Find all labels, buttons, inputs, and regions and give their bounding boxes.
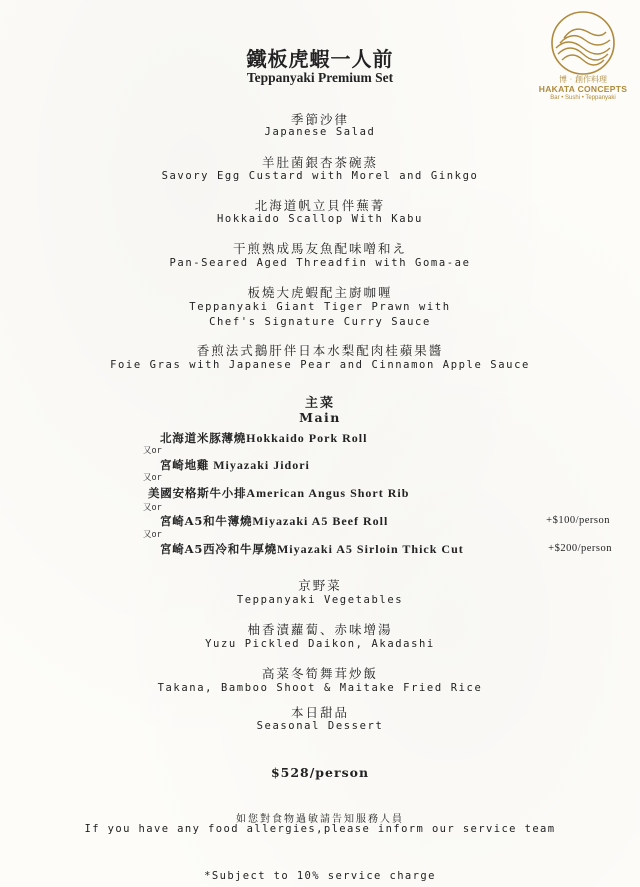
course-1-en: Japanese Salad [264, 126, 376, 138]
after-1-cn: 京野菜 [298, 578, 342, 593]
main-option-2 [160, 457, 310, 473]
course-2-en: Savory Egg Custard with Morel and Ginkgo [161, 170, 479, 182]
main-option-cn: 宮崎地雞 [160, 458, 210, 472]
main-option-3 [148, 485, 409, 501]
main-option-cn: 美國安格斯牛小排 [148, 486, 247, 500]
allergy-notice-cn: 如您對食物過敏請告知服務人員 [236, 814, 404, 825]
course-3-cn: 北海道帆立貝伴蕪菁 [254, 198, 386, 213]
main-option-4 [160, 513, 388, 529]
main-option-en: American Angus Short Rib [246, 486, 410, 500]
brand-name-en: HAKATA CONCEPTS [538, 84, 628, 94]
after-3-cn: 高菜冬筍舞茸炒飯 [261, 666, 378, 681]
main-heading-en: Main [299, 410, 341, 425]
main-option-en: Miyazaki A5 Beef Roll [252, 514, 389, 528]
course-2-cn: 羊肚菌銀杏茶碗蒸 [261, 155, 378, 170]
after-3-en: Takana, Bamboo Shoot & Maitake Fried Rice [157, 682, 483, 694]
course-6-cn: 香煎法式鵝肝伴日本水梨配肉桂蘋果醬 [196, 343, 444, 358]
brand-subtitle: Bar • Sushi • Teppanyaki [550, 95, 616, 101]
course-6-en: Foie Gras with Japanese Pear and Cinnamon Apple Sauce [110, 359, 530, 371]
or-label: 又or [143, 473, 162, 483]
main-option-cn: 北海道米豚薄燒 [160, 431, 247, 445]
main-option-en: Miyazaki Jidori [209, 458, 310, 472]
brand-name-cn: 博‧創作料理 [559, 75, 607, 84]
or-label: 又or [143, 446, 162, 456]
main-option-5-price: +$200/person [548, 543, 612, 554]
after-1-en: Teppanyaki Vegetables [236, 594, 404, 606]
set-price: $528/person [270, 765, 370, 780]
allergy-notice-en: If you have any food allergies,please inform our service team [84, 823, 556, 835]
course-3-en: Hokkaido Scallop With Kabu [217, 213, 423, 225]
after-2-en: Yuzu Pickled Daikon, Akadashi [205, 638, 435, 650]
main-heading-cn: 主菜 [304, 396, 335, 411]
after-4-cn: 本日甜品 [290, 705, 349, 720]
main-option-en: Miyazaki A5 Sirloin Thick Cut [276, 542, 464, 556]
course-5-en-line1: Teppanyaki Giant Tiger Prawn with [189, 301, 451, 313]
main-option-cn: 宮崎A5和牛薄燒 [160, 514, 253, 528]
main-option-cn: 宮崎A5西冷和牛厚燒 [160, 542, 277, 556]
service-charge-note: *Subject to 10% service charge [204, 870, 436, 882]
course-1-cn: 季節沙律 [290, 112, 349, 127]
after-4-en: Seasonal Dessert [256, 720, 384, 732]
after-2-cn: 柚香漬蘿蔔、赤味增湯 [247, 622, 393, 637]
menu-title-cn: 鐵板虎蝦一人前 [246, 47, 394, 71]
main-option-4-price: +$100/person [546, 515, 610, 526]
menu-title-en: Teppanyaki Premium Set [246, 70, 394, 85]
course-4-en: Pan-Seared Aged Threadfin with Goma-ae [169, 257, 471, 269]
course-4-cn: 干煎熟成馬友魚配味噌和え [232, 241, 407, 256]
main-option-en: Hokkaido Pork Roll [246, 431, 368, 445]
or-label: 又or [143, 503, 162, 513]
main-option-5 [160, 541, 464, 557]
or-label: 又or [143, 530, 162, 540]
course-5-en-line2: Chef's Signature Curry Sauce [209, 316, 431, 328]
main-option-1 [160, 430, 367, 446]
course-5-cn: 板燒大虎蝦配主廚咖喱 [247, 285, 393, 300]
